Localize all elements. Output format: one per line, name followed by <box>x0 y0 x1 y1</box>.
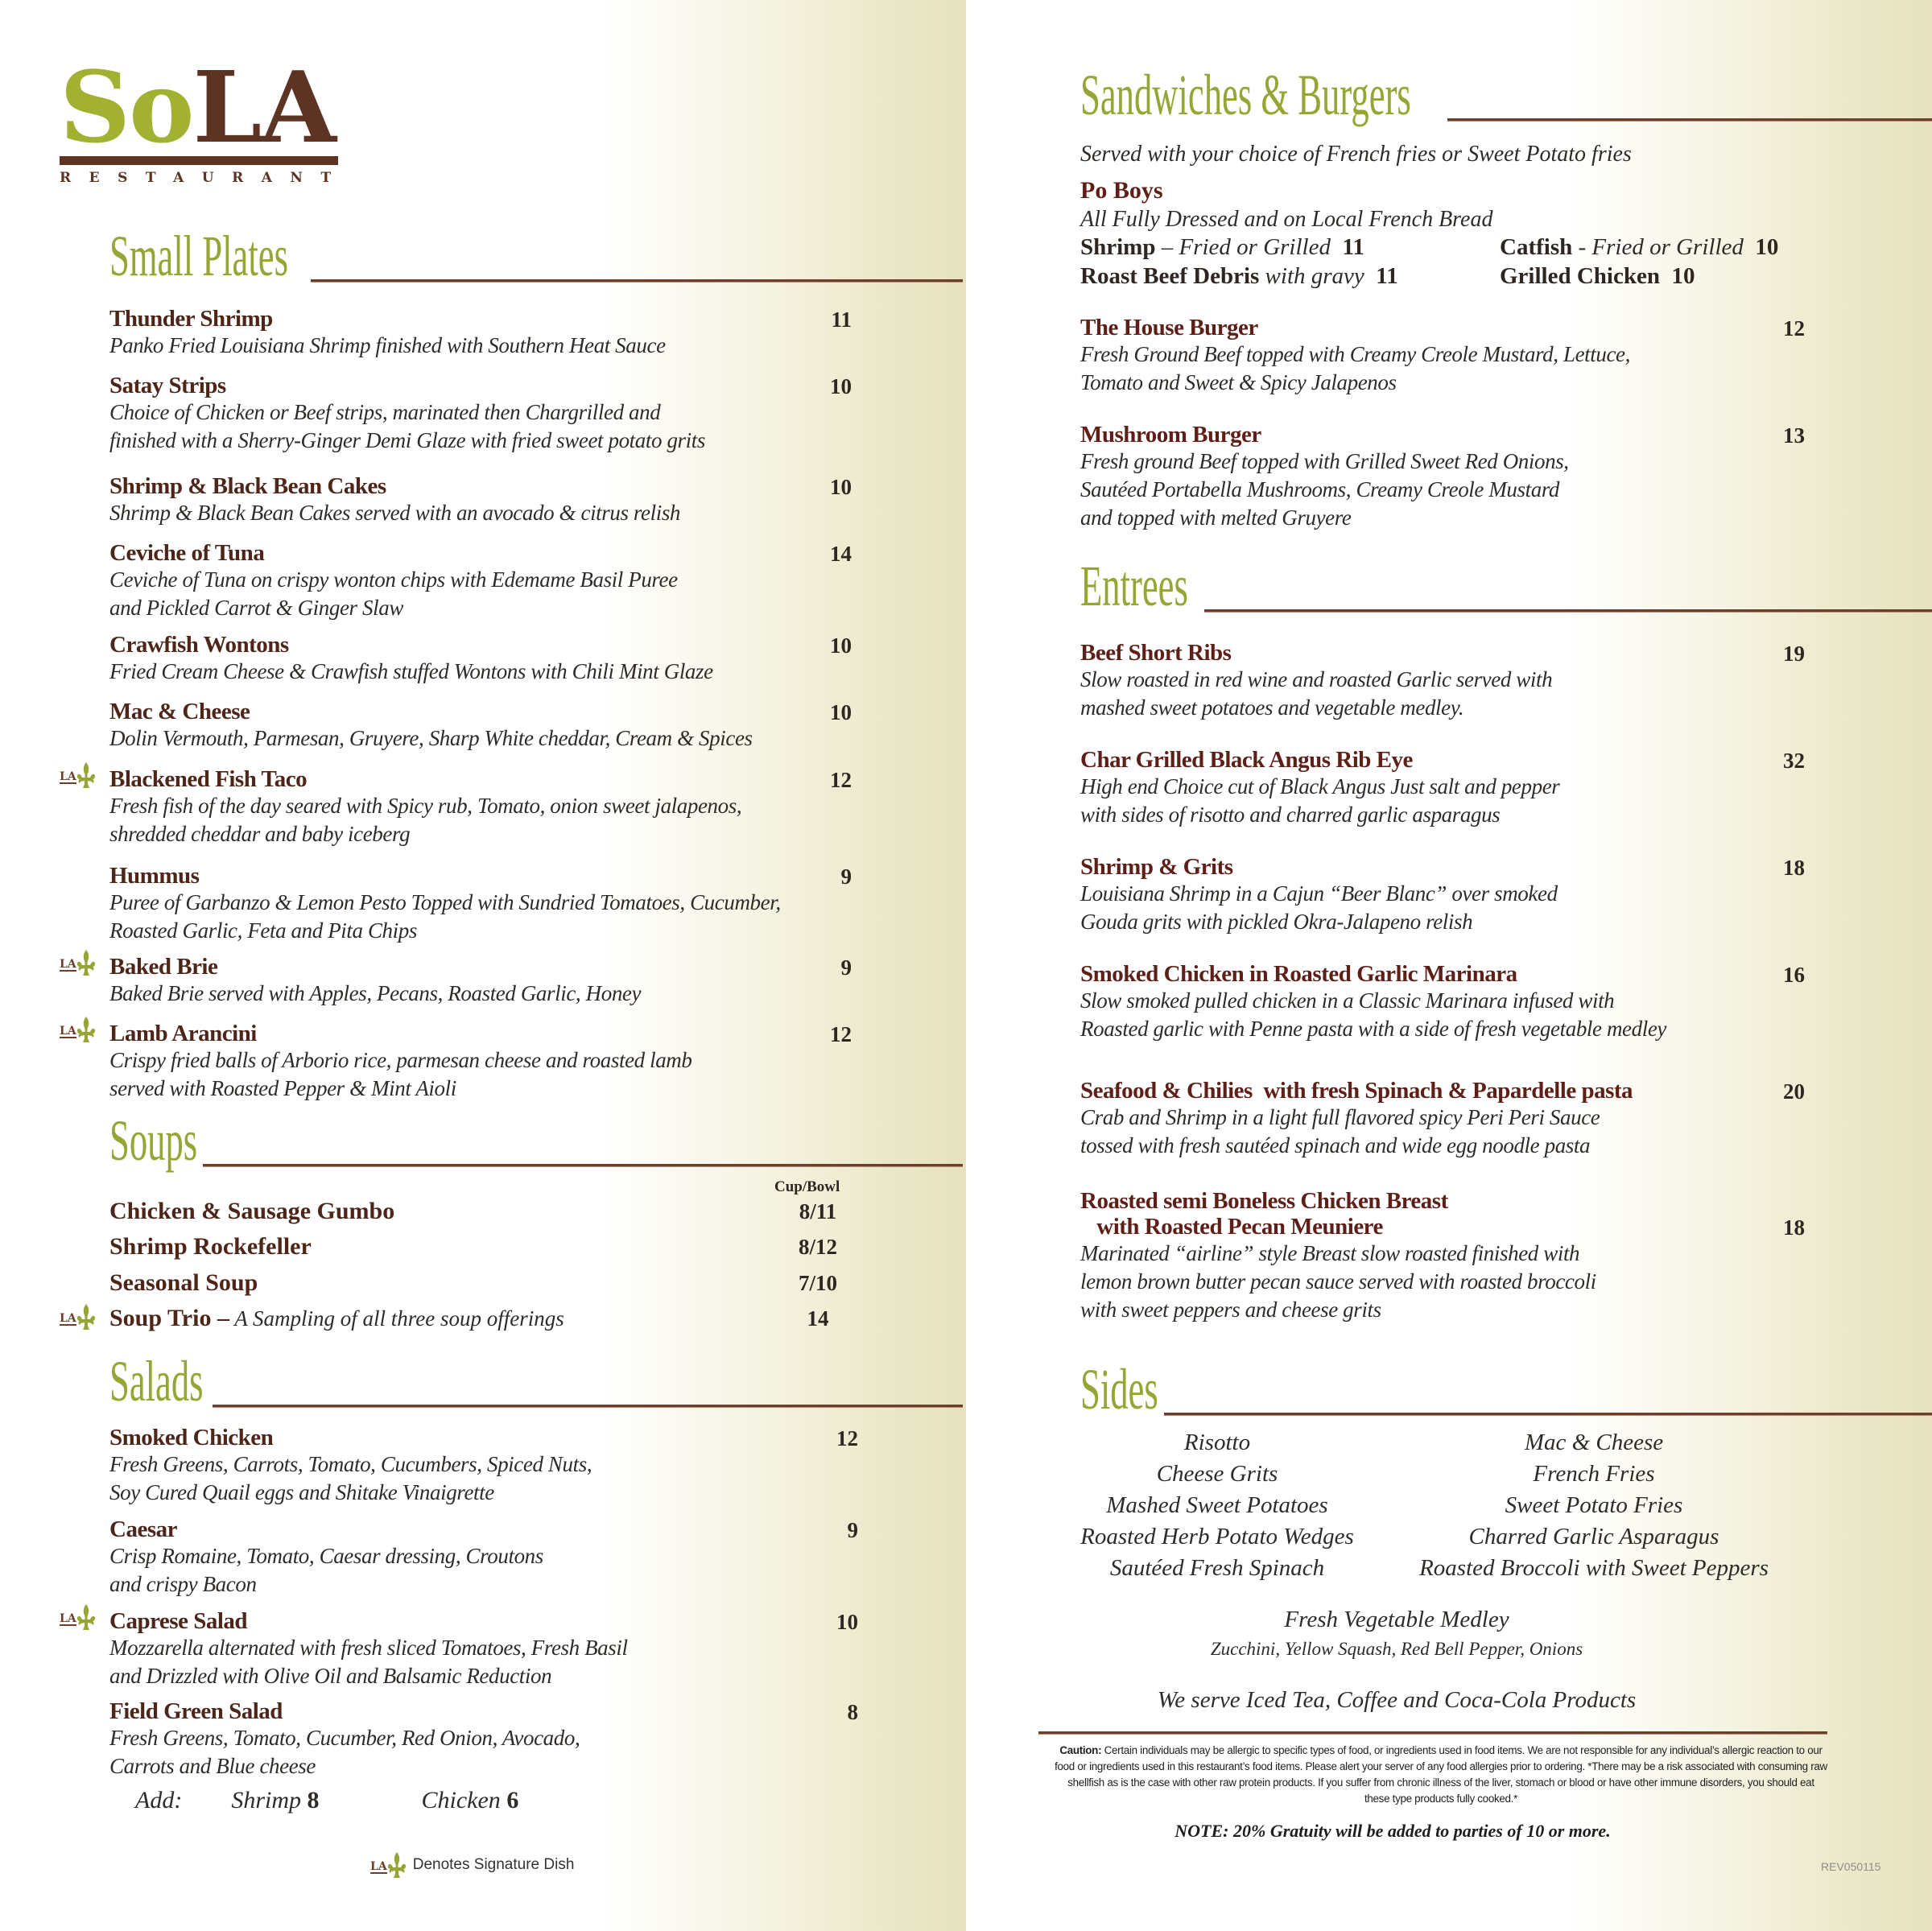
item-description: Soy Cured Quail eggs and Shitake Vinaigrette <box>109 1480 494 1504</box>
item-price: 9 <box>847 1518 858 1542</box>
item-description: with sides of risotto and charred garlic asparagus <box>1080 803 1501 827</box>
item-name: Mushroom Burger <box>1080 422 1261 448</box>
soup-name-text: Shrimp Rockefeller <box>109 1233 312 1260</box>
item-description: Roasted Garlic, Feta and Pita Chips <box>109 918 417 943</box>
menu-item <box>109 473 680 527</box>
side-item: Mashed Sweet Potatoes <box>1106 1492 1328 1518</box>
addons-label: Add: <box>135 1787 183 1813</box>
item-name: Smoked Chicken in Roasted Garlic Marinara <box>1080 961 1517 987</box>
item-description: shredded cheddar and baby iceberg <box>109 822 411 846</box>
item-price: 12 <box>830 1022 852 1046</box>
soup-item-name <box>109 1233 312 1261</box>
item-description: Slow smoked pulled chicken in a Classic Marinara infused with <box>1080 988 1615 1013</box>
soup-name-text: Soup Trio – <box>109 1305 229 1331</box>
fleur-de-lis-icon <box>76 1603 96 1631</box>
section-header-sides <box>1080 1357 1932 1421</box>
item-price: 16 <box>1783 963 1805 987</box>
side-item: French Fries <box>1533 1461 1655 1487</box>
signature-dish-icon <box>60 949 96 976</box>
item-description: High end Choice cut of Black Angus Just salt and pepper <box>1080 774 1560 798</box>
po-boy-name: Catfish <box>1500 234 1573 260</box>
item-description: mashed sweet potatoes and vegetable medley. <box>1080 695 1464 720</box>
item-name: Hummus <box>109 863 200 889</box>
po-boy-price: 10 <box>1755 234 1779 260</box>
section-rule <box>203 1164 963 1166</box>
item-price: 8 <box>847 1700 858 1724</box>
item-price: 19 <box>1783 642 1805 666</box>
signature-dish-icon <box>60 761 96 789</box>
fleur-de-lis-icon <box>76 761 96 789</box>
item-description: Fresh ground Beef topped with Grilled Sweet Red Onions, <box>1080 449 1569 473</box>
sig-la-text: LA <box>370 1860 387 1873</box>
soup-price-header: Cup/Bowl <box>774 1178 840 1195</box>
addon-price: 8 <box>307 1787 320 1813</box>
item-description: finished with a Sherry-Ginger Demi Glaze with fried sweet potato grits <box>109 428 705 452</box>
item-description: Crab and Shrimp in a light full flavored spicy Peri Peri Sauce <box>1080 1105 1600 1129</box>
item-name: The House Burger <box>1080 315 1258 340</box>
caution-text: Certain individuals may be allergic to specific types of food, or ingredients used in food items. We are not responsible for any individual’s allergic reaction to our food or ingredients used in this restaurant’s food items. Please alert your server of any food allergies prior to ordering. *There may be a risk associated with consuming raw shellfish as is the case with other raw protein products. If you suffer from chronic illness of the liver, stomach or blood or have other immune disorders, you should eat these type products fully cooked.* <box>1055 1744 1827 1805</box>
menu-item <box>1080 1078 1633 1160</box>
po-boy-price: 11 <box>1376 263 1398 289</box>
item-price: 10 <box>836 1610 858 1634</box>
item-name: Beef Short Ribs <box>1080 640 1232 666</box>
item-name: Baked Brie <box>109 954 218 980</box>
item-name: Satay Strips <box>109 373 226 398</box>
section-rule <box>213 1405 963 1407</box>
item-description: with sweet peppers and cheese grits <box>1080 1298 1381 1322</box>
po-boy-item <box>1080 263 1398 290</box>
po-boys-subtitle: All Fully Dressed and on Local French Bread <box>1080 207 1493 232</box>
menu-item <box>109 1608 628 1690</box>
item-description: served with Roasted Pepper & Mint Aioli <box>109 1076 456 1100</box>
side-item: Mac & Cheese <box>1524 1430 1664 1455</box>
item-name: Shrimp & Black Bean Cakes <box>109 473 386 499</box>
item-description: Fresh Greens, Carrots, Tomato, Cucumbers, Spiced Nuts, <box>109 1452 592 1476</box>
soup-item-name <box>109 1198 394 1225</box>
item-description: Marinated “airline” style Breast slow roasted finished with <box>1080 1241 1580 1265</box>
item-description: Shrimp & Black Bean Cakes served with an avocado & citrus relish <box>109 501 681 525</box>
item-price: 14 <box>830 542 852 566</box>
soup-price: 14 <box>807 1306 829 1331</box>
soup-price: 8/12 <box>798 1235 837 1259</box>
revision-code: REV050115 <box>1821 1860 1881 1873</box>
po-boy-name: Grilled Chicken <box>1500 263 1660 289</box>
soup-item-name <box>109 1269 258 1297</box>
signature-dish-icon <box>60 1016 96 1043</box>
sig-la-text: LA <box>60 1025 76 1038</box>
menu-item <box>109 540 678 622</box>
item-price: 9 <box>840 955 852 980</box>
side-item: Roasted Herb Potato Wedges <box>1080 1524 1354 1549</box>
sides-column-right <box>1409 1427 1779 1584</box>
section-title: Small Plates <box>109 224 288 288</box>
side-item: Risotto <box>1183 1430 1251 1455</box>
item-price: 12 <box>1783 316 1805 340</box>
menu-item <box>109 954 641 1008</box>
signature-dish-icon <box>60 1303 96 1331</box>
item-name: Crawfish Wontons <box>109 632 289 658</box>
item-name: with Roasted Pecan Meuniere <box>1080 1214 1383 1240</box>
side-item: Cheese Grits <box>1156 1461 1278 1487</box>
caution-divider <box>1038 1731 1827 1734</box>
gratuity-note: NOTE: 20% Gratuity will be added to parties of 10 or more. <box>1174 1821 1611 1841</box>
vegetable-medley-desc: Zucchini, Yellow Squash, Red Bell Pepper, Onions <box>1210 1639 1583 1659</box>
menu-item <box>109 699 753 753</box>
item-description: Louisiana Shrimp in a Cajun “Beer Blanc” over smoked <box>1080 881 1558 906</box>
po-boy-item <box>1500 263 1695 290</box>
soup-name-text: Chicken & Sausage Gumbo <box>109 1198 395 1224</box>
item-description: Carrots and Blue cheese <box>109 1754 316 1778</box>
item-price: 10 <box>830 475 852 499</box>
item-name: Field Green Salad <box>109 1698 283 1724</box>
item-description: Fried Cream Cheese & Crawfish stuffed Wontons with Chili Mint Glaze <box>109 659 713 683</box>
section-header-entrees <box>1080 554 1932 618</box>
item-name: Char Grilled Black Angus Rib Eye <box>1080 747 1413 773</box>
section-rule <box>311 279 963 282</box>
item-name: Caprese Salad <box>109 1608 248 1634</box>
item-name: Lamb Arancini <box>109 1021 257 1046</box>
po-boy-item <box>1080 234 1364 261</box>
item-description: Crisp Romaine, Tomato, Caesar dressing, Croutons <box>109 1544 543 1568</box>
soup-item-name <box>109 1305 564 1332</box>
side-item: Roasted Broccoli with Sweet Peppers <box>1419 1555 1769 1581</box>
menu-item <box>1080 315 1630 397</box>
logo-wordmark <box>60 49 341 165</box>
po-boy-name: Shrimp <box>1080 234 1156 260</box>
section-header-salads <box>109 1349 963 1413</box>
section-title: Entrees <box>1080 554 1188 618</box>
item-price: 10 <box>830 374 852 398</box>
item-description: lemon brown butter pecan sauce served with roasted broccoli <box>1080 1269 1596 1294</box>
section-rule <box>1164 1413 1932 1415</box>
side-item: Sautéed Fresh Spinach <box>1109 1555 1325 1581</box>
item-name: Seafood & Chilies with fresh Spinach & Papardelle pasta <box>1080 1078 1633 1104</box>
po-boy-detail: - Fried or Grilled <box>1572 234 1744 260</box>
po-boys-title: Po Boys <box>1080 177 1163 204</box>
section-title: Salads <box>109 1349 204 1413</box>
sides-column-left <box>1072 1427 1362 1584</box>
item-description: and crispy Bacon <box>109 1572 257 1596</box>
item-price: 32 <box>1783 749 1805 773</box>
soup-name-text: Seasonal Soup <box>109 1269 258 1296</box>
section-rule <box>1447 118 1932 121</box>
po-boy-detail: with gravy <box>1259 263 1364 289</box>
item-description: Panko Fried Louisiana Shrimp finished with Southern Heat Sauce <box>109 333 666 357</box>
menu-item <box>1080 747 1559 829</box>
po-boy-name: Roast Beef Debris <box>1080 263 1260 289</box>
vegetable-medley-name: Fresh Vegetable Medley <box>1284 1607 1509 1632</box>
item-description: Choice of Chicken or Beef strips, marinated then Chargrilled and <box>109 400 661 424</box>
item-price: 20 <box>1783 1079 1805 1104</box>
soup-note: A Sampling of all three soup offerings <box>229 1306 564 1331</box>
sig-la-text: LA <box>60 1312 76 1325</box>
menu-item <box>1080 1188 1596 1324</box>
item-name: Shrimp & Grits <box>1080 854 1233 880</box>
item-price: 18 <box>1783 856 1805 880</box>
side-item: Charred Garlic Asparagus <box>1468 1524 1719 1549</box>
menu-item <box>109 373 705 455</box>
item-description: and Pickled Carrot & Ginger Slaw <box>109 596 403 620</box>
menu-item <box>1080 422 1569 532</box>
salad-addons <box>135 1787 518 1814</box>
item-description: and Drizzled with Olive Oil and Balsamic Reduction <box>109 1664 552 1688</box>
sig-la-text: LA <box>60 958 76 971</box>
item-description: Fresh Greens, Tomato, Cucumber, Red Onion, Avocado, <box>109 1726 580 1750</box>
menu-item <box>109 1516 543 1599</box>
sandwiches-subtitle: Served with your choice of French fries or Sweet Potato fries <box>1080 142 1632 167</box>
beverages-note: We serve Iced Tea, Coffee and Coca-Cola Products <box>1157 1687 1637 1713</box>
fleur-de-lis-icon <box>76 949 96 976</box>
logo-so: So <box>60 49 193 165</box>
menu-item <box>109 766 741 848</box>
side-item: Sweet Potato Fries <box>1505 1492 1683 1518</box>
addon-name: Chicken <box>421 1787 501 1813</box>
menu-item <box>1080 961 1666 1043</box>
addon-name: Shrimp <box>231 1787 302 1813</box>
allergy-caution <box>1055 1743 1827 1807</box>
section-header-small-plates <box>109 224 963 288</box>
sig-la-text: LA <box>60 1612 76 1625</box>
item-description: Sautéed Portabella Mushrooms, Creamy Creole Mustard <box>1080 477 1560 501</box>
item-description: tossed with fresh sautéed spinach and wide egg noodle pasta <box>1080 1133 1591 1157</box>
fleur-de-lis-icon <box>76 1303 96 1331</box>
soup-price: 7/10 <box>798 1271 837 1295</box>
logo-subtitle: RESTAURANT <box>60 170 349 186</box>
menu-item <box>109 632 713 686</box>
item-price: 10 <box>830 700 852 724</box>
menu-item <box>109 306 666 360</box>
section-rule <box>1204 609 1932 612</box>
section-title: Soups <box>109 1108 198 1173</box>
item-description: Mozzarella alternated with fresh sliced Tomatoes, Fresh Basil <box>109 1636 628 1660</box>
section-header-soups <box>109 1108 963 1173</box>
section-header-sandwiches <box>1080 63 1932 127</box>
po-boy-item <box>1500 234 1778 261</box>
menu-item <box>109 1425 592 1507</box>
item-description: Baked Brie served with Apples, Pecans, Roasted Garlic, Honey <box>109 981 642 1005</box>
item-description: Roasted garlic with Penne pasta with a side of fresh vegetable medley <box>1080 1017 1667 1041</box>
item-price: 10 <box>830 633 852 658</box>
item-description: Crispy fried balls of Arborio rice, parmesan cheese and roasted lamb <box>109 1048 692 1072</box>
logo-la: LA <box>192 49 335 165</box>
item-name: Thunder Shrimp <box>109 306 273 332</box>
menu-item <box>1080 640 1552 722</box>
item-price: 12 <box>830 768 852 792</box>
item-description: Dolin Vermouth, Parmesan, Gruyere, Sharp White cheddar, Cream & Spices <box>109 726 753 750</box>
item-description: Tomato and Sweet & Spicy Jalapenos <box>1080 370 1397 394</box>
item-description: Fresh fish of the day seared with Spicy rub, Tomato, onion sweet jalapenos, <box>109 794 742 818</box>
item-description: Fresh Ground Beef topped with Creamy Creole Mustard, Lettuce, <box>1080 342 1630 366</box>
item-name: Smoked Chicken <box>109 1425 274 1450</box>
item-description: and topped with melted Gruyere <box>1080 505 1352 530</box>
item-price: 13 <box>1783 423 1805 448</box>
item-name: Blackened Fish Taco <box>109 766 308 792</box>
fleur-de-lis-icon <box>387 1851 407 1879</box>
item-description: Puree of Garbanzo & Lemon Pesto Topped with Sundried Tomatoes, Cucumber, <box>109 890 781 914</box>
addon-price: 6 <box>506 1787 519 1813</box>
menu-item <box>1080 854 1558 936</box>
soup-price: 8/11 <box>799 1199 837 1223</box>
item-price: 9 <box>840 864 852 889</box>
sig-la-text: LA <box>60 770 76 783</box>
item-description: Gouda grits with pickled Okra-Jalapeno relish <box>1080 910 1473 934</box>
item-name: Ceviche of Tuna <box>109 540 265 566</box>
fleur-de-lis-icon <box>76 1016 96 1043</box>
item-name: Mac & Cheese <box>109 699 250 724</box>
item-description: Ceviche of Tuna on crispy wonton chips with Edemame Basil Puree <box>109 567 678 592</box>
item-price: 18 <box>1783 1215 1805 1240</box>
item-name: Roasted semi Boneless Chicken Breast <box>1080 1188 1448 1214</box>
signature-legend <box>370 1851 574 1879</box>
caution-label: Caution: <box>1059 1744 1102 1756</box>
menu-item <box>109 863 781 945</box>
menu-item <box>109 1698 580 1780</box>
signature-dish-icon <box>370 1851 407 1879</box>
item-price: 12 <box>836 1426 858 1450</box>
po-boy-price: 11 <box>1342 234 1364 260</box>
section-title: Sides <box>1080 1357 1158 1421</box>
item-description: Slow roasted in red wine and roasted Garlic served with <box>1080 667 1553 691</box>
sola-logo <box>60 49 349 186</box>
po-boy-detail: – Fried or Grilled <box>1155 234 1331 260</box>
signature-dish-icon <box>60 1603 96 1631</box>
legend-text: Denotes Signature Dish <box>412 1856 575 1873</box>
section-title: Sandwiches & Burgers <box>1080 63 1411 127</box>
po-boy-price: 10 <box>1671 263 1695 289</box>
item-price: 11 <box>831 307 852 332</box>
item-name: Caesar <box>109 1516 177 1542</box>
menu-item <box>109 1021 692 1103</box>
